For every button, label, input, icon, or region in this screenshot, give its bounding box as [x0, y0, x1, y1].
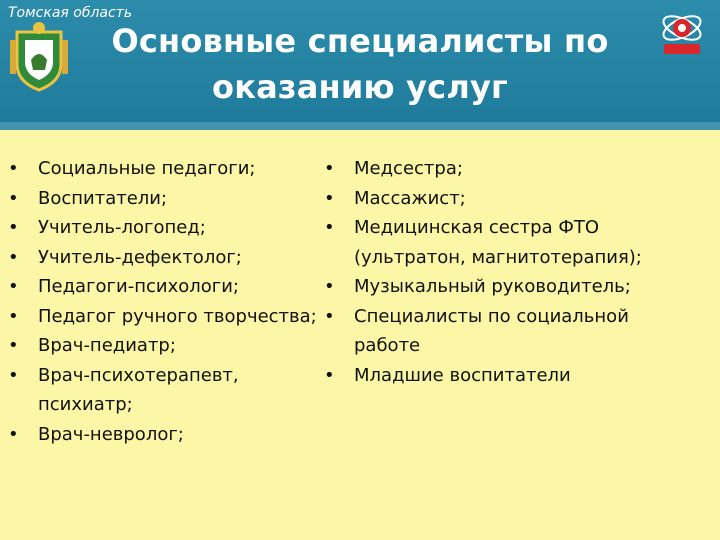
bullet-icon: •	[8, 276, 19, 297]
list-item	[8, 243, 338, 273]
title-line-1: Основные специалисты по	[111, 22, 609, 60]
list-item	[8, 154, 338, 184]
list-item-label: Учитель-логопед;	[38, 217, 206, 238]
list-item	[8, 331, 338, 361]
bullet-icon: •	[8, 423, 19, 445]
list-item	[324, 302, 674, 361]
list-item-label: Музыкальный руководитель;	[354, 276, 631, 297]
region-label: Томская область	[8, 5, 133, 21]
bullet-icon: •	[8, 158, 19, 179]
list-item-label: Социальные педагоги;	[38, 158, 256, 179]
bullet-icon: •	[324, 305, 335, 327]
right-specialists-list	[324, 154, 720, 390]
list-item-label: Врач-педиатр;	[38, 335, 176, 356]
bullet-icon: •	[324, 217, 335, 238]
bullet-icon: •	[8, 217, 19, 238]
list-item-label: Медицинская сестра ФТО (ультратон, магнитотерапия);	[354, 217, 642, 268]
list-item	[8, 213, 338, 243]
list-item-label: Врач-психотерапевт, психиатр;	[38, 364, 239, 415]
bullet-icon: •	[324, 187, 335, 209]
organization-logo-icon	[654, 6, 710, 58]
list-item	[8, 302, 338, 332]
bullet-icon: •	[8, 364, 19, 386]
list-item-label: Педагоги-психологи;	[38, 276, 239, 297]
bullet-icon: •	[8, 246, 19, 268]
list-item	[8, 184, 338, 214]
bullet-icon: •	[8, 335, 19, 356]
list-item	[324, 184, 720, 214]
list-item-label: Младшие воспитатели	[354, 364, 571, 386]
bullet-icon: •	[324, 364, 335, 386]
list-item-label: Учитель-дефектолог;	[38, 246, 242, 268]
list-item	[8, 272, 338, 302]
list-item	[324, 213, 694, 272]
bullet-icon: •	[8, 305, 19, 327]
list-item	[324, 361, 720, 391]
list-item	[324, 154, 720, 184]
list-item-label: Массажист;	[354, 187, 466, 209]
list-item	[324, 272, 720, 302]
list-item-label: Воспитатели;	[38, 187, 168, 209]
title-line-2: оказанию услуг	[212, 68, 508, 106]
list-item-label: Медсестра;	[354, 158, 463, 179]
list-item-label: Врач-невролог;	[38, 423, 184, 445]
bullet-icon: •	[324, 158, 335, 179]
list-item	[8, 361, 278, 420]
list-item	[8, 420, 338, 450]
slide-title	[78, 18, 642, 110]
list-item-label: Специалисты по социальной работе	[354, 305, 629, 356]
slide-header	[0, 0, 720, 130]
tomsk-coat-of-arms-icon	[7, 20, 71, 94]
list-item-label: Педагог ручного творчества;	[38, 305, 317, 327]
bullet-icon: •	[8, 187, 19, 209]
left-specialists-list	[8, 154, 338, 449]
bullet-icon: •	[324, 276, 335, 297]
